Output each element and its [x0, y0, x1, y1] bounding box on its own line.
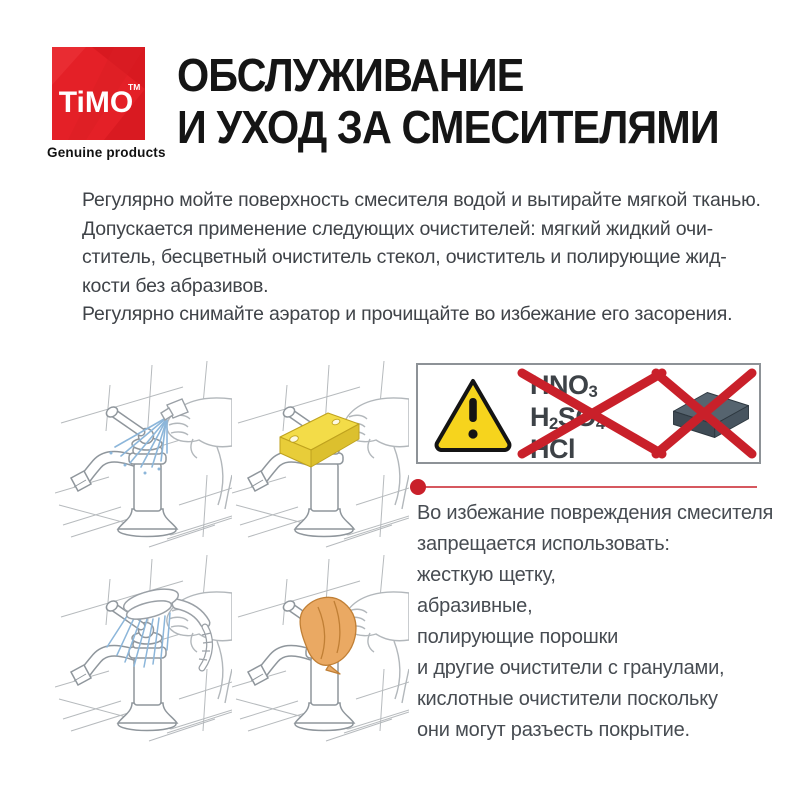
warning-triangle-icon: [431, 375, 515, 453]
prohibition-line: абразивные,: [417, 595, 533, 617]
logo-tagline: Genuine products: [47, 145, 166, 160]
intro-line: Регулярно мойте поверхность смесителя водой и вытирайте мягкой тканью.: [82, 189, 761, 211]
prohibition-line: и другие очистители с гранулами,: [417, 657, 725, 679]
brand-block: [47, 47, 166, 160]
figure-water-spray: [55, 357, 232, 551]
page-title-line2: И УХОД ЗА СМЕСИТЕЛЯМИ: [177, 100, 719, 153]
prohibition-line: жесткую щетку,: [417, 564, 556, 586]
red-bullet-rule: [408, 477, 762, 497]
water-spray-illustration: [55, 357, 232, 551]
intro-line: Регулярно снимайте аэратор и прочищайте во избежание его засорения.: [82, 303, 733, 326]
figure-shower-rinse: [55, 551, 232, 745]
prohibition-line: полирующие порошки: [417, 626, 619, 648]
logo-trademark: TM: [127, 82, 140, 92]
page-title-line1: ОБСЛУЖИВАНИЕ: [177, 49, 524, 101]
shower-rinse-illustration: [55, 551, 232, 745]
page-title: [177, 50, 719, 154]
intro-line: ститель, бесцветный очиститель стекол, очиститель и полирующие жид-: [82, 246, 727, 269]
timo-logo-icon: [52, 47, 145, 140]
prohibition-text: [417, 498, 773, 746]
warning-box: [416, 363, 761, 464]
chemical-h2so4: H2SO4: [530, 402, 605, 433]
chemical-hno3: HNO3: [530, 370, 598, 401]
sponge-illustration: [232, 357, 409, 551]
chemical-hcl: HCl: [530, 434, 575, 464]
intro-line: Допускается применение следующих очистителей: мягкий жидкий очи-: [82, 217, 713, 240]
no-abrasive-cross-icon: [648, 367, 760, 460]
care-illustrations: [55, 357, 409, 745]
prohibition-line: кислотные очистители поскольку: [417, 688, 718, 710]
intro-paragraph: [82, 186, 761, 329]
logo-wordmark: TiMO: [58, 86, 133, 119]
prohibition-line: запрещается использовать:: [417, 533, 670, 555]
intro-line: кости без абразивов.: [82, 274, 269, 297]
prohibition-line: Во избежание повреждения смесителя: [417, 502, 774, 524]
cloth-wipe-illustration: [232, 551, 409, 745]
figure-cloth-wipe: [232, 551, 409, 745]
figure-sponge: [232, 357, 409, 551]
no-acids-cross-icon: [514, 367, 670, 460]
prohibition-line: они могут разъесть покрытие.: [417, 719, 690, 741]
